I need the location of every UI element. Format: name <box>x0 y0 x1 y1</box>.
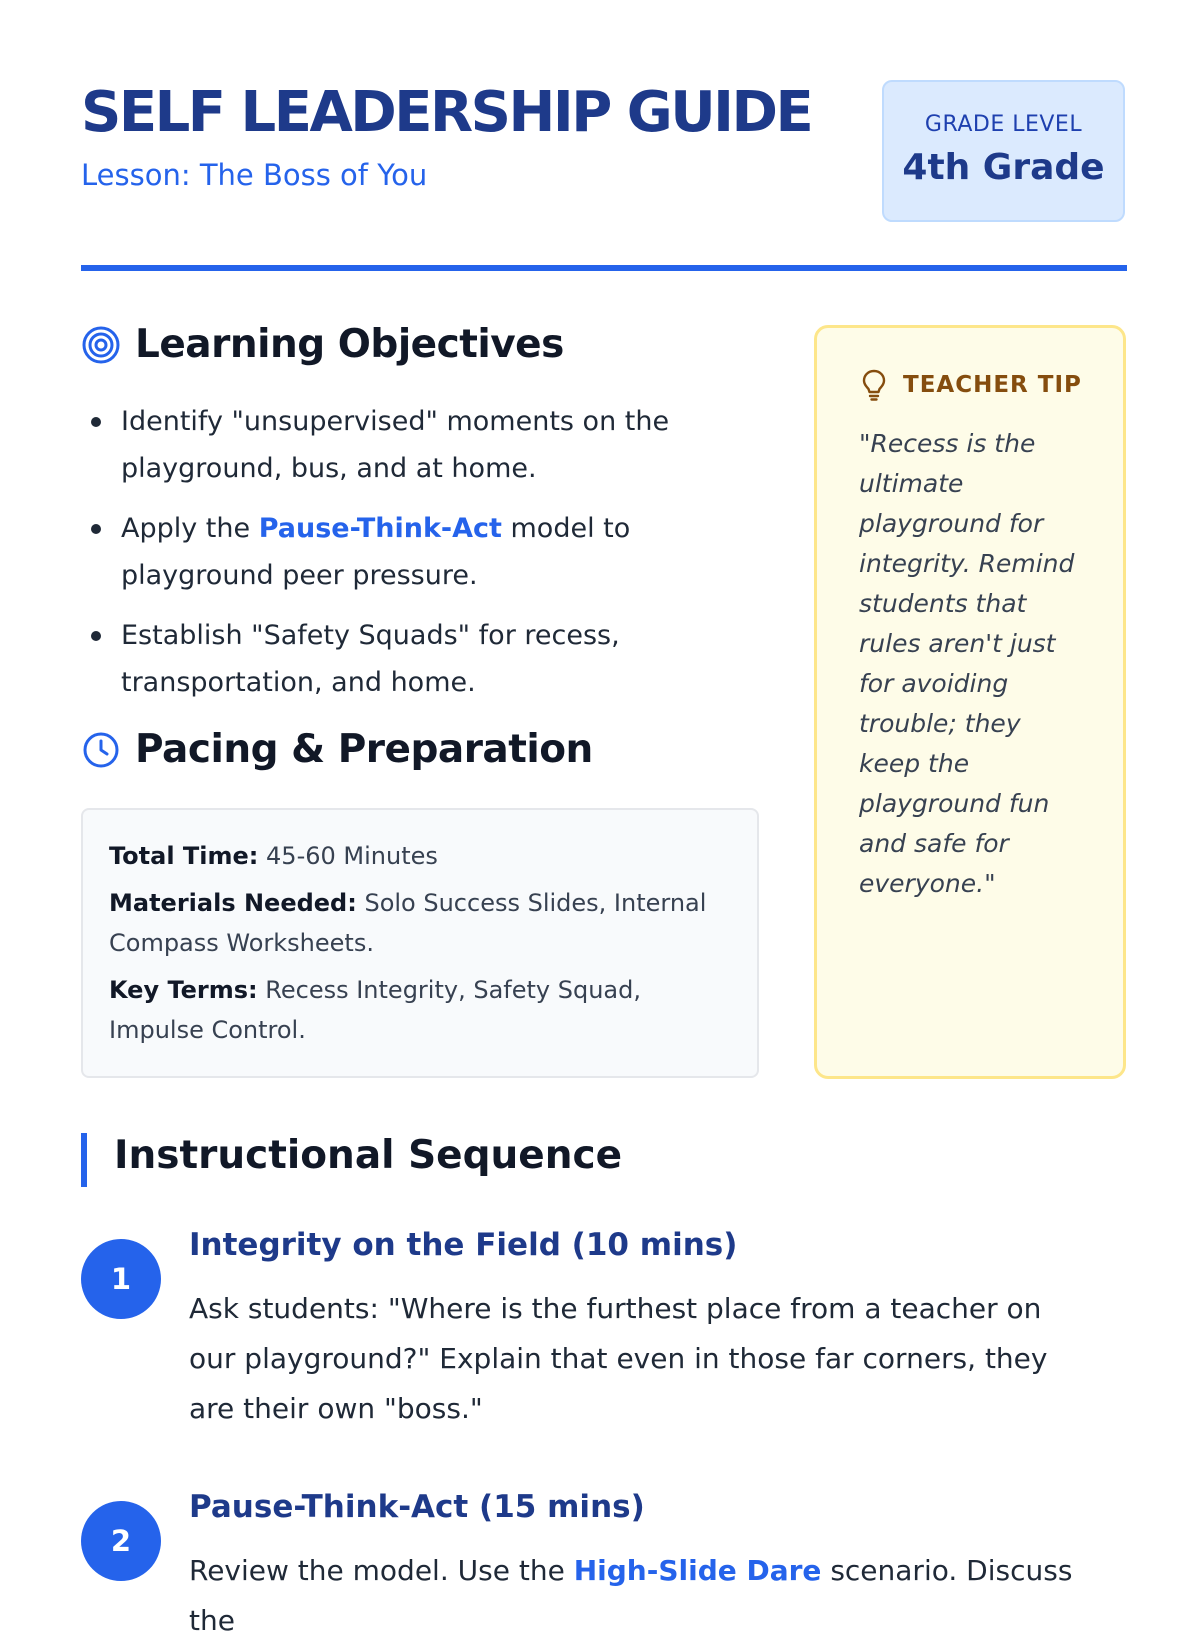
step-text: Review the model. Use the <box>189 1554 574 1587</box>
header-divider <box>81 265 1127 271</box>
high-slide-dare-highlight: High-Slide Dare <box>573 1554 822 1587</box>
pacing-heading <box>81 727 593 772</box>
step-title: Pause-Think-Act (15 mins) <box>189 1489 645 1525</box>
materials-row <box>109 883 731 963</box>
grade-level-value: 4th Grade <box>902 147 1105 188</box>
step-text: scenario. Discuss the <box>189 1554 1073 1637</box>
materials-label: Materials Needed: <box>109 889 357 917</box>
page-title: SELF LEADERSHIP GUIDE <box>81 80 812 145</box>
key-terms-value: Recess Integrity, Safety Squad, Impulse Control. <box>109 976 641 1044</box>
teacher-tip-heading <box>859 368 1087 402</box>
lesson-page <box>81 0 1127 1637</box>
objectives-heading <box>81 322 564 367</box>
list-item: Establish "Safety Squads" for recess, transportation, and home. <box>81 612 781 706</box>
teacher-tip-quote: "Recess is the ultimate playground for integrity. Remind students that rules aren't just for avoiding trouble; they keep the playground fun and safe for everyone." <box>859 429 1075 898</box>
teacher-tip-card <box>814 325 1126 1079</box>
teacher-tip-label: TEACHER TIP <box>903 372 1082 398</box>
step-title: Integrity on the Field (10 mins) <box>189 1227 738 1263</box>
pacing-title: Pacing & Preparation <box>135 727 593 772</box>
key-terms-label: Key Terms: <box>109 976 258 1004</box>
step-number-badge: 1 <box>81 1239 161 1319</box>
list-item <box>81 505 781 599</box>
materials-value: Solo Success Slides, Internal Compass Worksheets. <box>109 889 707 957</box>
clock-icon <box>81 730 121 770</box>
key-terms-row <box>109 970 731 1050</box>
grade-level-label: GRADE LEVEL <box>924 112 1083 137</box>
lesson-subtitle: Lesson: The Boss of You <box>81 158 428 192</box>
section-accent-bar <box>81 1133 87 1187</box>
sequence-title: Instructional Sequence <box>114 1133 623 1178</box>
objective-text: Apply the <box>121 513 259 544</box>
objective-text: model to playground peer pressure. <box>121 513 631 591</box>
step-number-badge: 2 <box>81 1501 161 1581</box>
step-description: Ask students: "Where is the furthest place from a teacher on our playground?" Explain that even in those far corners, they are their own "boss." <box>189 1292 1048 1425</box>
total-time-row <box>109 836 731 876</box>
grade-level-badge <box>882 80 1125 222</box>
objectives-list <box>81 398 781 719</box>
lightbulb-icon <box>859 368 889 402</box>
objectives-title: Learning Objectives <box>135 322 564 367</box>
pause-think-act-highlight: Pause-Think-Act <box>258 513 502 544</box>
pacing-details-box <box>81 808 759 1078</box>
total-time-value: 45-60 Minutes <box>258 842 438 870</box>
step-description <box>189 1546 1094 1646</box>
target-icon <box>81 325 121 365</box>
total-time-label: Total Time: <box>109 842 259 870</box>
list-item: Identify "unsupervised" moments on the playground, bus, and at home. <box>81 398 781 492</box>
